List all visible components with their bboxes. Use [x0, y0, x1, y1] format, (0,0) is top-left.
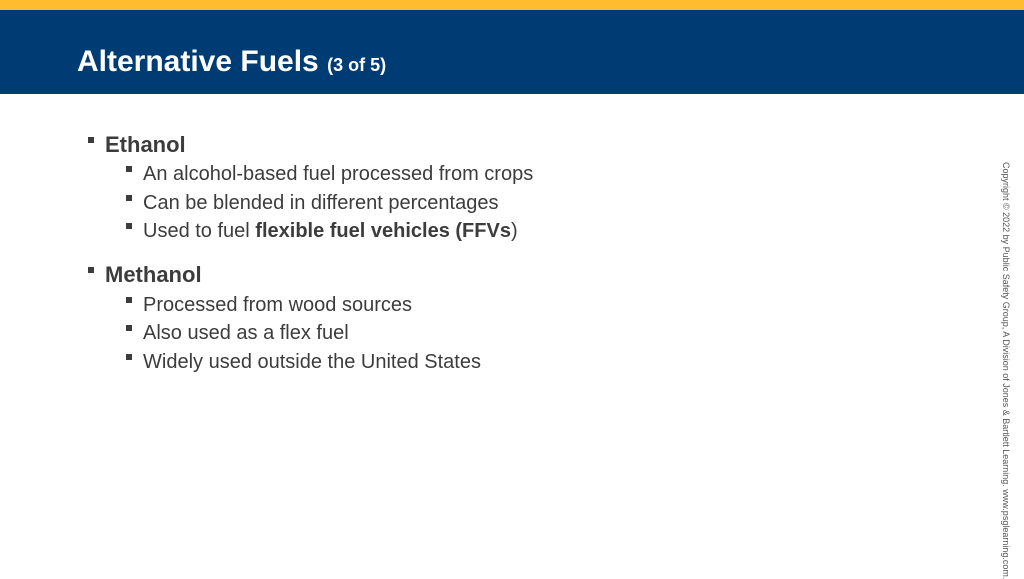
sub-bullet [126, 349, 481, 375]
square-bullet-icon [126, 166, 132, 172]
bullet-heading: Ethanol [105, 132, 186, 157]
sub-bullet-text-tail: ) [510, 220, 518, 242]
sub-bullet-text [143, 218, 518, 244]
square-bullet-icon [88, 267, 94, 273]
copyright-notice: Copyright © 2022 by Public Safety Group, A Division of Jones & Bartlett Learning. www.psglearning.com. [1001, 162, 1011, 579]
square-bullet-icon [126, 195, 132, 201]
square-bullet-icon [126, 223, 132, 229]
square-bullet-icon [126, 297, 132, 303]
bullet-ethanol [88, 131, 186, 159]
sub-bullet-text-lead: Used to fuel [143, 220, 256, 242]
sub-bullet [126, 320, 349, 346]
sub-bullet-text-bold: flexible fuel vehicles (FFVs [255, 220, 511, 242]
sub-bullet-text: An alcohol-based fuel processed from crops [143, 163, 534, 185]
slide-title-counter: (3 of 5) [327, 55, 387, 75]
square-bullet-icon [126, 325, 132, 331]
bullet-heading: Methanol [105, 262, 202, 287]
sub-bullet [126, 190, 498, 216]
sub-bullet-text: Processed from wood sources [143, 294, 413, 316]
sub-bullet [126, 218, 518, 244]
sub-bullet-text: Widely used outside the United States [143, 351, 481, 373]
square-bullet-icon [88, 137, 94, 143]
square-bullet-icon [126, 354, 132, 360]
bullet-methanol [88, 261, 202, 289]
sub-bullet [126, 161, 533, 187]
slide-title-text: Alternative Fuels [77, 45, 319, 78]
sub-bullet [126, 292, 412, 318]
sub-bullet-text: Can be blended in different percentages [143, 192, 499, 214]
sub-bullet-text: Also used as a flex fuel [143, 322, 349, 344]
